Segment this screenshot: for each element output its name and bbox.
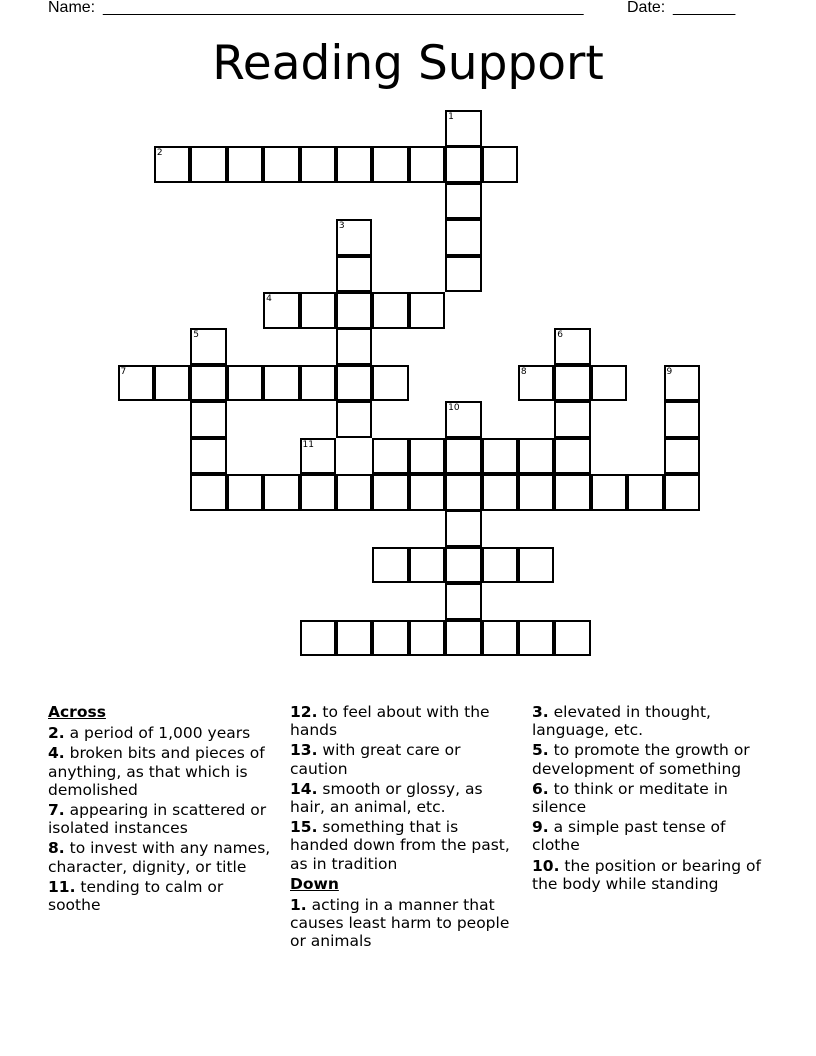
clue-number-label: 8	[520, 366, 527, 377]
clue-number-label: 1	[448, 112, 454, 122]
grid-cell[interactable]	[300, 620, 337, 657]
grid-cell[interactable]	[482, 438, 519, 475]
clue-item-number: 5.	[532, 741, 549, 760]
down-clue-list	[290, 896, 520, 951]
grid-cell[interactable]	[554, 438, 591, 475]
grid-cell[interactable]	[336, 620, 373, 657]
grid-cell[interactable]	[409, 292, 446, 329]
grid-cell[interactable]	[664, 474, 701, 511]
grid-cell[interactable]	[409, 146, 446, 183]
grid-cell[interactable]	[118, 365, 155, 402]
grid-cell[interactable]	[445, 183, 482, 220]
grid-cell[interactable]	[445, 110, 482, 147]
clue-number-label: 11	[302, 439, 314, 450]
clue-item	[532, 780, 768, 816]
clue-number-label: 10	[448, 403, 460, 414]
clue-item-number: 2.	[48, 724, 65, 743]
grid-cell[interactable]	[300, 292, 337, 329]
grid-cell[interactable]	[518, 620, 555, 657]
grid-cell[interactable]	[336, 474, 373, 511]
grid-cell[interactable]	[664, 438, 701, 475]
grid-cell[interactable]	[445, 547, 482, 584]
clue-item	[48, 839, 278, 875]
clue-item	[290, 780, 520, 816]
name-field-blank[interactable]: ______________________________________________________	[103, 0, 584, 16]
grid-cell[interactable]	[554, 620, 591, 657]
clue-item-number: 8.	[48, 839, 65, 858]
grid-cell[interactable]	[263, 474, 300, 511]
grid-cell[interactable]	[445, 256, 482, 293]
grid-cell[interactable]	[409, 547, 446, 584]
clue-item-text: something that is handed down from the past, as in tradition	[290, 818, 510, 873]
grid-cell[interactable]	[336, 401, 373, 438]
clue-item-number: 12.	[290, 703, 318, 721]
clue-number-label: 9	[666, 366, 673, 377]
clue-item	[290, 896, 520, 951]
grid-cell[interactable]	[336, 292, 373, 329]
grid-cell[interactable]	[664, 365, 701, 402]
grid-cell[interactable]	[263, 146, 300, 183]
grid-cell[interactable]	[372, 547, 409, 584]
clue-item-text: elevated in thought, language, etc.	[532, 703, 711, 740]
grid-cell[interactable]	[409, 620, 446, 657]
clue-item-text: with great care or caution	[290, 741, 461, 778]
grid-cell[interactable]	[336, 365, 373, 402]
grid-cell[interactable]	[190, 365, 227, 402]
clue-item-number: 6.	[532, 779, 549, 798]
grid-cell[interactable]	[518, 547, 555, 584]
grid-cell[interactable]	[591, 365, 628, 402]
clue-item-text: a period of 1,000 years	[69, 724, 251, 743]
clue-number-label: 6	[557, 330, 564, 341]
grid-cell[interactable]	[627, 474, 664, 511]
name-label: Name:	[48, 0, 96, 16]
date-field-blank[interactable]: _______	[673, 0, 736, 16]
grid-cell[interactable]	[445, 219, 482, 256]
grid-cell[interactable]	[190, 401, 227, 438]
clues-column-2	[290, 703, 520, 953]
clue-item-number: 13.	[290, 741, 318, 760]
grid-cell[interactable]	[372, 292, 409, 329]
clue-item-text: to promote the growth or development of something	[532, 741, 750, 778]
grid-cell[interactable]	[518, 365, 555, 402]
across-heading: Across	[48, 703, 106, 721]
grid-cell[interactable]	[372, 620, 409, 657]
grid-cell[interactable]	[554, 401, 591, 438]
grid-cell[interactable]	[482, 146, 519, 183]
grid-cell[interactable]	[554, 474, 591, 511]
down-clue-list-continued	[532, 703, 768, 893]
clue-item	[48, 744, 278, 799]
grid-cell[interactable]	[445, 583, 482, 620]
grid-cell[interactable]	[336, 219, 373, 256]
grid-cell[interactable]	[445, 146, 482, 183]
clue-number-label: 5	[193, 330, 200, 341]
grid-cell[interactable]	[664, 401, 701, 438]
clue-item-text: appearing in scattered or isolated instances	[48, 801, 267, 838]
date-label: Date:	[627, 0, 666, 16]
clue-item	[48, 878, 278, 914]
clue-item	[532, 703, 768, 739]
clue-item	[532, 818, 768, 854]
clue-item-text: acting in a manner that causes least harm to people or animals	[290, 896, 510, 951]
grid-cell[interactable]	[372, 438, 409, 475]
clue-item-text: broken bits and pieces of anything, as that which is demolished	[48, 744, 265, 799]
across-clue-list-continued	[290, 703, 520, 873]
clue-item-text: tending to calm or soothe	[48, 877, 224, 915]
grid-cell[interactable]	[300, 146, 337, 183]
clue-item	[290, 741, 520, 777]
grid-cell[interactable]	[409, 474, 446, 511]
grid-cell[interactable]	[372, 146, 409, 183]
clue-item	[48, 724, 278, 742]
grid-cell[interactable]	[445, 401, 482, 438]
clue-item-number: 15.	[290, 818, 318, 837]
grid-cell[interactable]	[154, 365, 191, 402]
clue-item-text: the position or bearing of the body while standing	[532, 856, 761, 893]
grid-cell[interactable]	[336, 146, 373, 183]
grid-cell[interactable]	[190, 146, 227, 183]
clue-item-number: 11.	[48, 877, 76, 896]
page-title: Reading Support	[212, 36, 604, 91]
grid-cell[interactable]	[445, 474, 482, 511]
grid-cell[interactable]	[518, 438, 555, 475]
grid-cell[interactable]	[336, 328, 373, 365]
clue-item	[290, 703, 520, 739]
grid-cell[interactable]	[300, 474, 337, 511]
grid-cell[interactable]	[336, 256, 373, 293]
clue-item-number: 4.	[48, 744, 65, 763]
grid-cell[interactable]	[300, 438, 337, 475]
clue-item-number: 7.	[48, 801, 65, 820]
clue-item	[48, 801, 278, 837]
clue-item-number: 14.	[290, 779, 318, 798]
grid-cell[interactable]	[482, 474, 519, 511]
clue-item-number: 9.	[532, 818, 549, 837]
grid-cell[interactable]	[263, 292, 300, 329]
clues-column-1	[48, 703, 278, 916]
grid-cell[interactable]	[591, 474, 628, 511]
grid-cell[interactable]	[227, 474, 264, 511]
grid-cell[interactable]	[300, 365, 337, 402]
grid-cell[interactable]	[518, 474, 555, 511]
clue-number-label: 3	[338, 221, 345, 232]
clue-item-text: a simple past tense of clothe	[532, 818, 726, 855]
grid-cell[interactable]	[154, 146, 191, 183]
clue-item	[290, 818, 520, 873]
clue-item-number: 10.	[532, 856, 560, 875]
grid-cell[interactable]	[227, 146, 264, 183]
clue-item-number: 1.	[290, 896, 307, 915]
clue-item-text: to think or meditate in silence	[532, 779, 728, 817]
grid-cell[interactable]	[263, 365, 300, 402]
grid-cell[interactable]	[445, 620, 482, 657]
grid-cell[interactable]	[190, 328, 227, 365]
grid-cell[interactable]	[482, 547, 519, 584]
grid-cell[interactable]	[445, 438, 482, 475]
down-heading: Down	[290, 874, 339, 893]
grid-cell[interactable]	[190, 474, 227, 511]
grid-cell[interactable]	[554, 328, 591, 365]
clue-item-number: 3.	[532, 703, 549, 721]
across-clue-list	[48, 724, 278, 914]
clue-item-text: to invest with any names, character, dignity, or title	[48, 839, 271, 876]
grid-cell[interactable]	[482, 620, 519, 657]
clue-item-text: smooth or glossy, as hair, an animal, etc.	[290, 779, 483, 817]
grid-cell[interactable]	[445, 510, 482, 547]
clues-column-3	[532, 703, 768, 895]
grid-cell[interactable]	[372, 474, 409, 511]
grid-cell[interactable]	[227, 365, 264, 402]
grid-cell[interactable]	[190, 438, 227, 475]
grid-cell[interactable]	[409, 438, 446, 475]
clue-item	[532, 741, 768, 777]
clue-number-label: 7	[120, 366, 127, 377]
clue-item-text: to feel about with the hands	[290, 703, 490, 740]
grid-cell[interactable]	[372, 365, 409, 402]
clue-item	[532, 857, 768, 893]
grid-cell[interactable]	[554, 365, 591, 402]
clue-number-label: 4	[266, 294, 272, 304]
clue-number-label: 2	[156, 148, 163, 159]
